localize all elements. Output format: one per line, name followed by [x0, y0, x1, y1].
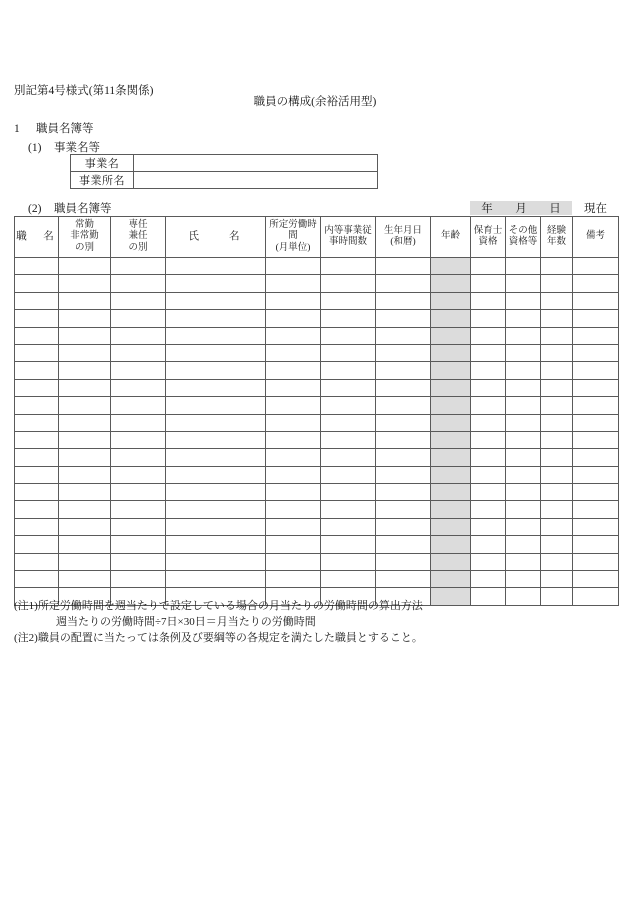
cell-sonota[interactable]	[506, 362, 541, 379]
subsection-1-title: 事業名等	[54, 142, 100, 154]
cell-bikou[interactable]	[573, 292, 619, 309]
cell-keiken[interactable]	[541, 344, 573, 361]
cell-sennin[interactable]	[111, 327, 166, 344]
cell-shimei[interactable]	[166, 379, 266, 396]
business-name-value[interactable]	[134, 155, 378, 172]
cell-bikou[interactable]	[573, 449, 619, 466]
cell-bikou[interactable]	[573, 258, 619, 275]
column-header-shokumei: 職 名	[15, 217, 59, 258]
cell-shimei[interactable]	[166, 553, 266, 570]
cell-sennin[interactable]	[111, 484, 166, 501]
cell-jokin[interactable]	[59, 449, 111, 466]
table-row	[71, 172, 378, 189]
cell-shimei[interactable]	[166, 484, 266, 501]
business-name-label: 事業名	[71, 155, 134, 172]
cell-keiken[interactable]	[541, 379, 573, 396]
cell-bikou[interactable]	[573, 518, 619, 535]
cell-sonota[interactable]	[506, 588, 541, 605]
cell-shokumei[interactable]	[15, 484, 59, 501]
cell-jokin[interactable]	[59, 379, 111, 396]
cell-keiken[interactable]	[541, 327, 573, 344]
cell-hoikushi[interactable]	[471, 292, 506, 309]
cell-jokin[interactable]	[59, 536, 111, 553]
column-header-keiken-nensu: 経験 年数	[541, 217, 573, 258]
cell-shimei[interactable]	[166, 292, 266, 309]
table-row	[15, 553, 619, 570]
subsection-heading-business	[28, 139, 100, 155]
cell-nenrei[interactable]	[431, 362, 471, 379]
cell-seinengappi[interactable]	[376, 536, 431, 553]
cell-keiken[interactable]	[541, 536, 573, 553]
cell-naito[interactable]	[321, 431, 376, 448]
table-row	[15, 571, 619, 588]
cell-jokin[interactable]	[59, 571, 111, 588]
table-row	[15, 414, 619, 431]
cell-naito[interactable]	[321, 327, 376, 344]
cell-keiken[interactable]	[541, 397, 573, 414]
cell-shimei[interactable]	[166, 571, 266, 588]
cell-shokumei[interactable]	[15, 518, 59, 535]
cell-keiken[interactable]	[541, 258, 573, 275]
cell-shokumei[interactable]	[15, 292, 59, 309]
cell-sennin[interactable]	[111, 397, 166, 414]
note-1: (注1)所定労働時間を週当たりで設定している場合の月当たりの労働時間の算出方法	[14, 600, 423, 612]
table-row	[71, 155, 378, 172]
cell-sennin[interactable]	[111, 571, 166, 588]
column-header-sennin: 専任 兼任 の別	[111, 217, 166, 258]
cell-naito[interactable]	[321, 414, 376, 431]
column-header-naito-jigyou-jikan: 内等事業従 事時間数	[321, 217, 376, 258]
table-row	[15, 466, 619, 483]
cell-keiken[interactable]	[541, 553, 573, 570]
cell-shotei[interactable]	[266, 258, 321, 275]
column-header-jokin: 常勤 非常勤 の別	[59, 217, 111, 258]
cell-keiken[interactable]	[541, 466, 573, 483]
cell-nenrei[interactable]	[431, 553, 471, 570]
cell-sennin[interactable]	[111, 258, 166, 275]
cell-sonota[interactable]	[506, 344, 541, 361]
cell-sonota[interactable]	[506, 414, 541, 431]
cell-naito[interactable]	[321, 536, 376, 553]
section-number: 1	[14, 123, 20, 135]
table-row	[15, 501, 619, 518]
cell-sennin[interactable]	[111, 379, 166, 396]
cell-nenrei[interactable]	[431, 518, 471, 535]
cell-keiken[interactable]	[541, 431, 573, 448]
cell-shotei[interactable]	[266, 414, 321, 431]
year-label: 年	[481, 203, 493, 215]
cell-bikou[interactable]	[573, 362, 619, 379]
cell-bikou[interactable]	[573, 379, 619, 396]
cell-shimei[interactable]	[166, 310, 266, 327]
note-2: (注2)職員の配置に当たっては条例及び要綱等の各規定を満たした職員とすること。	[14, 632, 423, 644]
cell-shotei[interactable]	[266, 431, 321, 448]
cell-seinengappi[interactable]	[376, 379, 431, 396]
cell-naito[interactable]	[321, 258, 376, 275]
cell-keiken[interactable]	[541, 518, 573, 535]
cell-shokumei[interactable]	[15, 501, 59, 518]
cell-shimei[interactable]	[166, 397, 266, 414]
cell-shimei[interactable]	[166, 518, 266, 535]
cell-hoikushi[interactable]	[471, 258, 506, 275]
cell-bikou[interactable]	[573, 466, 619, 483]
cell-bikou[interactable]	[573, 344, 619, 361]
cell-shimei[interactable]	[166, 501, 266, 518]
cell-seinengappi[interactable]	[376, 571, 431, 588]
cell-sennin[interactable]	[111, 466, 166, 483]
cell-seinengappi[interactable]	[376, 258, 431, 275]
cell-shimei[interactable]	[166, 344, 266, 361]
cell-jokin[interactable]	[59, 553, 111, 570]
cell-sonota[interactable]	[506, 275, 541, 292]
cell-hoikushi[interactable]	[471, 397, 506, 414]
table-row	[15, 292, 619, 309]
cell-keiken[interactable]	[541, 275, 573, 292]
cell-shimei[interactable]	[166, 258, 266, 275]
subsection-2-title: 職員名簿等	[54, 203, 112, 215]
cell-naito[interactable]	[321, 449, 376, 466]
table-row	[15, 518, 619, 535]
cell-jokin[interactable]	[59, 344, 111, 361]
cell-keiken[interactable]	[541, 571, 573, 588]
cell-seinengappi[interactable]	[376, 292, 431, 309]
cell-shokumei[interactable]	[15, 553, 59, 570]
notes-block	[14, 598, 423, 646]
cell-keiken[interactable]	[541, 501, 573, 518]
cell-keiken[interactable]	[541, 362, 573, 379]
cell-jokin[interactable]	[59, 275, 111, 292]
column-header-hoikushi-shikaku: 保育士 資格	[471, 217, 506, 258]
month-label: 月	[515, 203, 527, 215]
cell-jokin[interactable]	[59, 362, 111, 379]
cell-nenrei[interactable]	[431, 466, 471, 483]
cell-sennin[interactable]	[111, 536, 166, 553]
cell-hoikushi[interactable]	[471, 379, 506, 396]
as-of-date-line	[470, 201, 607, 215]
cell-shotei[interactable]	[266, 344, 321, 361]
cell-nenrei[interactable]	[431, 414, 471, 431]
cell-hoikushi[interactable]	[471, 484, 506, 501]
cell-nenrei[interactable]	[431, 379, 471, 396]
cell-sonota[interactable]	[506, 431, 541, 448]
table-row	[15, 275, 619, 292]
table-row	[15, 344, 619, 361]
office-name-value[interactable]	[134, 172, 378, 189]
cell-sennin[interactable]	[111, 275, 166, 292]
cell-bikou[interactable]	[573, 397, 619, 414]
cell-shimei[interactable]	[166, 414, 266, 431]
cell-seinengappi[interactable]	[376, 466, 431, 483]
cell-hoikushi[interactable]	[471, 310, 506, 327]
cell-keiken[interactable]	[541, 588, 573, 605]
cell-naito[interactable]	[321, 484, 376, 501]
cell-jokin[interactable]	[59, 484, 111, 501]
document-title: 職員の構成(余裕活用型)	[253, 96, 377, 108]
cell-shotei[interactable]	[266, 571, 321, 588]
cell-shokumei[interactable]	[15, 258, 59, 275]
cell-bikou[interactable]	[573, 327, 619, 344]
column-header-seinengappi: 生年月日 (和暦)	[376, 217, 431, 258]
cell-jokin[interactable]	[59, 414, 111, 431]
cell-jokin[interactable]	[59, 258, 111, 275]
cell-shokumei[interactable]	[15, 571, 59, 588]
subsection-2-label: (2)	[28, 203, 42, 215]
cell-keiken[interactable]	[541, 449, 573, 466]
cell-sonota[interactable]	[506, 292, 541, 309]
cell-sennin[interactable]	[111, 501, 166, 518]
cell-shotei[interactable]	[266, 466, 321, 483]
cell-hoikushi[interactable]	[471, 571, 506, 588]
cell-shotei[interactable]	[266, 310, 321, 327]
cell-jokin[interactable]	[59, 501, 111, 518]
cell-hoikushi[interactable]	[471, 553, 506, 570]
table-row	[15, 362, 619, 379]
cell-shotei[interactable]	[266, 379, 321, 396]
cell-nenrei[interactable]	[431, 484, 471, 501]
cell-bikou[interactable]	[573, 501, 619, 518]
cell-sennin[interactable]	[111, 431, 166, 448]
cell-sonota[interactable]	[506, 449, 541, 466]
cell-sonota[interactable]	[506, 518, 541, 535]
cell-bikou[interactable]	[573, 431, 619, 448]
cell-hoikushi[interactable]	[471, 588, 506, 605]
cell-naito[interactable]	[321, 501, 376, 518]
cell-naito[interactable]	[321, 344, 376, 361]
cell-shotei[interactable]	[266, 449, 321, 466]
cell-nenrei[interactable]	[431, 397, 471, 414]
cell-sennin[interactable]	[111, 449, 166, 466]
cell-seinengappi[interactable]	[376, 275, 431, 292]
cell-sonota[interactable]	[506, 553, 541, 570]
cell-naito[interactable]	[321, 292, 376, 309]
cell-shotei[interactable]	[266, 362, 321, 379]
cell-nenrei[interactable]	[431, 536, 471, 553]
cell-seinengappi[interactable]	[376, 501, 431, 518]
column-header-sonota-shikaku: その他 資格等	[506, 217, 541, 258]
cell-bikou[interactable]	[573, 553, 619, 570]
cell-sennin[interactable]	[111, 553, 166, 570]
cell-seinengappi[interactable]	[376, 553, 431, 570]
cell-shimei[interactable]	[166, 449, 266, 466]
cell-naito[interactable]	[321, 553, 376, 570]
form-number: 別記第4号様式(第11条関係)	[14, 85, 154, 97]
cell-hoikushi[interactable]	[471, 275, 506, 292]
cell-seinengappi[interactable]	[376, 449, 431, 466]
table-row	[15, 449, 619, 466]
cell-shimei[interactable]	[166, 275, 266, 292]
cell-jokin[interactable]	[59, 466, 111, 483]
cell-shotei[interactable]	[266, 397, 321, 414]
cell-sennin[interactable]	[111, 292, 166, 309]
cell-naito[interactable]	[321, 379, 376, 396]
cell-hoikushi[interactable]	[471, 449, 506, 466]
table-row	[15, 258, 619, 275]
cell-bikou[interactable]	[573, 536, 619, 553]
cell-naito[interactable]	[321, 571, 376, 588]
cell-jokin[interactable]	[59, 292, 111, 309]
cell-bikou[interactable]	[573, 484, 619, 501]
cell-jokin[interactable]	[59, 397, 111, 414]
cell-jokin[interactable]	[59, 518, 111, 535]
business-name-table	[70, 154, 378, 189]
cell-sennin[interactable]	[111, 518, 166, 535]
section-title: 職員名簿等	[36, 123, 94, 135]
cell-nenrei[interactable]	[431, 431, 471, 448]
cell-hoikushi[interactable]	[471, 536, 506, 553]
cell-naito[interactable]	[321, 362, 376, 379]
cell-shotei[interactable]	[266, 327, 321, 344]
cell-shotei[interactable]	[266, 536, 321, 553]
cell-naito[interactable]	[321, 466, 376, 483]
cell-shimei[interactable]	[166, 536, 266, 553]
cell-hoikushi[interactable]	[471, 362, 506, 379]
as-of-label: 現在	[584, 203, 607, 215]
cell-hoikushi[interactable]	[471, 327, 506, 344]
cell-shokumei[interactable]	[15, 362, 59, 379]
table-row	[15, 327, 619, 344]
cell-sonota[interactable]	[506, 484, 541, 501]
column-header-bikou: 備考	[573, 217, 619, 258]
cell-shokumei[interactable]	[15, 379, 59, 396]
cell-nenrei[interactable]	[431, 310, 471, 327]
cell-shokumei[interactable]	[15, 397, 59, 414]
cell-hoikushi[interactable]	[471, 518, 506, 535]
table-row	[15, 310, 619, 327]
cell-sennin[interactable]	[111, 414, 166, 431]
cell-nenrei[interactable]	[431, 275, 471, 292]
column-header-shotei-roudou-jikan: 所定労働時 間 (月単位)	[266, 217, 321, 258]
cell-sonota[interactable]	[506, 310, 541, 327]
cell-shokumei[interactable]	[15, 275, 59, 292]
table-row	[15, 484, 619, 501]
cell-sonota[interactable]	[506, 258, 541, 275]
cell-sennin[interactable]	[111, 344, 166, 361]
cell-shokumei[interactable]	[15, 327, 59, 344]
cell-sonota[interactable]	[506, 501, 541, 518]
cell-sonota[interactable]	[506, 397, 541, 414]
cell-nenrei[interactable]	[431, 344, 471, 361]
cell-shotei[interactable]	[266, 484, 321, 501]
cell-seinengappi[interactable]	[376, 397, 431, 414]
cell-seinengappi[interactable]	[376, 414, 431, 431]
staff-roster-table	[14, 216, 619, 606]
cell-shotei[interactable]	[266, 292, 321, 309]
cell-sonota[interactable]	[506, 379, 541, 396]
cell-nenrei[interactable]	[431, 292, 471, 309]
cell-bikou[interactable]	[573, 588, 619, 605]
cell-shimei[interactable]	[166, 327, 266, 344]
cell-jokin[interactable]	[59, 431, 111, 448]
cell-hoikushi[interactable]	[471, 344, 506, 361]
cell-hoikushi[interactable]	[471, 466, 506, 483]
cell-bikou[interactable]	[573, 571, 619, 588]
subsection-heading-roster	[28, 200, 112, 216]
cell-nenrei[interactable]	[431, 571, 471, 588]
cell-sennin[interactable]	[111, 362, 166, 379]
cell-keiken[interactable]	[541, 292, 573, 309]
note-1-formula: 週当たりの労働時間÷7日×30日＝月当たりの労働時間	[56, 616, 316, 628]
cell-bikou[interactable]	[573, 310, 619, 327]
subsection-1-label: (1)	[28, 142, 42, 154]
cell-nenrei[interactable]	[431, 327, 471, 344]
table-row	[15, 536, 619, 553]
cell-shokumei[interactable]	[15, 449, 59, 466]
cell-shotei[interactable]	[266, 518, 321, 535]
cell-sonota[interactable]	[506, 327, 541, 344]
cell-seinengappi[interactable]	[376, 431, 431, 448]
cell-seinengappi[interactable]	[376, 484, 431, 501]
day-label: 日	[549, 203, 561, 215]
roster-header-row	[15, 217, 619, 258]
cell-shimei[interactable]	[166, 431, 266, 448]
cell-nenrei[interactable]	[431, 258, 471, 275]
cell-naito[interactable]	[321, 310, 376, 327]
table-row	[15, 431, 619, 448]
cell-shotei[interactable]	[266, 553, 321, 570]
column-header-shimei: 氏 名	[166, 217, 266, 258]
cell-hoikushi[interactable]	[471, 414, 506, 431]
cell-hoikushi[interactable]	[471, 431, 506, 448]
cell-naito[interactable]	[321, 275, 376, 292]
cell-sonota[interactable]	[506, 466, 541, 483]
cell-naito[interactable]	[321, 518, 376, 535]
cell-jokin[interactable]	[59, 327, 111, 344]
cell-shimei[interactable]	[166, 466, 266, 483]
cell-shokumei[interactable]	[15, 466, 59, 483]
cell-keiken[interactable]	[541, 484, 573, 501]
cell-naito[interactable]	[321, 397, 376, 414]
cell-keiken[interactable]	[541, 310, 573, 327]
cell-bikou[interactable]	[573, 275, 619, 292]
cell-shotei[interactable]	[266, 275, 321, 292]
cell-shotei[interactable]	[266, 501, 321, 518]
cell-seinengappi[interactable]	[376, 362, 431, 379]
cell-nenrei[interactable]	[431, 501, 471, 518]
cell-shokumei[interactable]	[15, 414, 59, 431]
cell-sonota[interactable]	[506, 571, 541, 588]
cell-hoikushi[interactable]	[471, 501, 506, 518]
cell-sonota[interactable]	[506, 536, 541, 553]
cell-shimei[interactable]	[166, 362, 266, 379]
date-shaded-group[interactable]	[470, 201, 572, 215]
cell-keiken[interactable]	[541, 414, 573, 431]
cell-seinengappi[interactable]	[376, 344, 431, 361]
cell-shokumei[interactable]	[15, 310, 59, 327]
cell-nenrei[interactable]	[431, 588, 471, 605]
column-header-nenrei: 年齢	[431, 217, 471, 258]
table-row	[15, 379, 619, 396]
office-name-label: 事業所名	[71, 172, 134, 189]
cell-seinengappi[interactable]	[376, 310, 431, 327]
roster-body	[15, 258, 619, 606]
cell-bikou[interactable]	[573, 414, 619, 431]
cell-shokumei[interactable]	[15, 536, 59, 553]
cell-seinengappi[interactable]	[376, 327, 431, 344]
cell-shokumei[interactable]	[15, 344, 59, 361]
cell-sennin[interactable]	[111, 310, 166, 327]
cell-shokumei[interactable]	[15, 431, 59, 448]
cell-seinengappi[interactable]	[376, 518, 431, 535]
cell-nenrei[interactable]	[431, 449, 471, 466]
cell-jokin[interactable]	[59, 310, 111, 327]
section-heading-1	[14, 120, 94, 136]
table-row	[15, 397, 619, 414]
